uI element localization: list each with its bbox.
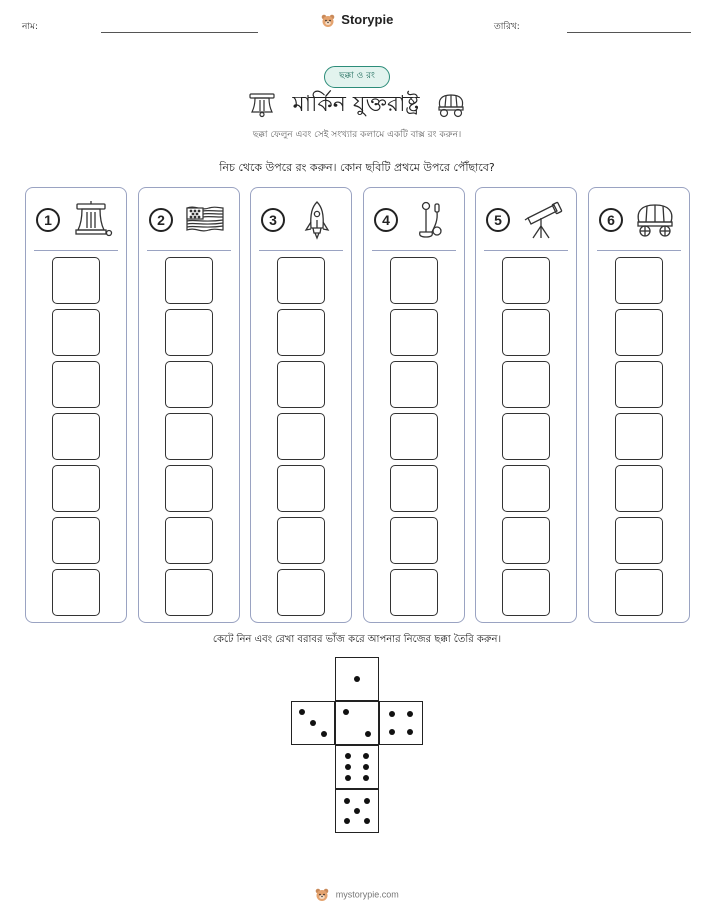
color-box-5-1[interactable]: [502, 257, 550, 304]
color-box-3-2[interactable]: [277, 309, 325, 356]
color-box-2-6[interactable]: [165, 517, 213, 564]
color-box-2-1[interactable]: [165, 257, 213, 304]
dice-pip: [363, 753, 369, 759]
dice-pip: [407, 711, 413, 717]
color-box-6-1[interactable]: [615, 257, 663, 304]
instruction-text: নিচ থেকে উপরে রং করুন। কোন ছবিটি প্রথমে উপরে পৌঁছাবে?: [219, 161, 495, 174]
covered-wagon-icon: [633, 200, 677, 240]
column-number: 4: [374, 208, 398, 232]
color-box-2-7[interactable]: [165, 569, 213, 616]
color-box-3-7[interactable]: [277, 569, 325, 616]
dice-pip: [344, 798, 350, 804]
color-box-1-1[interactable]: [52, 257, 100, 304]
candlestick-telephone-icon: [408, 200, 452, 240]
column-divider: [147, 250, 231, 251]
telescope-icon: [520, 200, 564, 240]
color-box-4-3[interactable]: [390, 361, 438, 408]
color-box-1-2[interactable]: [52, 309, 100, 356]
color-box-2-5[interactable]: [165, 465, 213, 512]
color-box-4-4[interactable]: [390, 413, 438, 460]
column-divider: [372, 250, 456, 251]
dice-face-4: [379, 701, 423, 745]
column-number: 5: [486, 208, 510, 232]
dice-pip: [345, 775, 351, 781]
name-label: নাম:: [22, 22, 39, 32]
column-divider: [597, 250, 681, 251]
color-box-5-7[interactable]: [502, 569, 550, 616]
column-2: [138, 187, 240, 623]
dice-pip: [407, 729, 413, 735]
covered-wagon-icon: [435, 92, 467, 118]
dice-pip: [389, 711, 395, 717]
color-box-3-6[interactable]: [277, 517, 325, 564]
date-label: তারিখ:: [494, 22, 520, 32]
color-box-1-6[interactable]: [52, 517, 100, 564]
color-box-3-4[interactable]: [277, 413, 325, 460]
dice-pip: [389, 729, 395, 735]
rocket-icon: [295, 200, 339, 240]
color-box-4-2[interactable]: [390, 309, 438, 356]
title-row: [0, 88, 714, 122]
liberty-bell-icon: [247, 92, 277, 118]
color-box-2-3[interactable]: [165, 361, 213, 408]
dice-pip: [343, 709, 349, 715]
dice-pip: [299, 709, 305, 715]
color-box-6-2[interactable]: [615, 309, 663, 356]
category-badge: ছক্কা ও রং: [324, 66, 390, 88]
dice-face-2: [335, 701, 379, 745]
color-box-4-5[interactable]: [390, 465, 438, 512]
column-3: [250, 187, 352, 623]
color-box-3-3[interactable]: [277, 361, 325, 408]
column-divider: [484, 250, 568, 251]
dice-pip: [354, 676, 360, 682]
color-box-1-4[interactable]: [52, 413, 100, 460]
color-box-6-7[interactable]: [615, 569, 663, 616]
dice-pip: [363, 775, 369, 781]
color-box-5-5[interactable]: [502, 465, 550, 512]
color-box-2-4[interactable]: [165, 413, 213, 460]
dice-pip: [365, 731, 371, 737]
color-box-6-3[interactable]: [615, 361, 663, 408]
footer-url[interactable]: mystorypie.com: [335, 889, 399, 900]
color-box-3-5[interactable]: [277, 465, 325, 512]
dice-face-1: [335, 657, 379, 701]
dice-face-6: [335, 745, 379, 789]
subtitle: ছক্কা ফেলুন এবং সেই সংখ্যার কলামে একটি বাক্স রং করুন।: [252, 130, 462, 140]
color-box-5-4[interactable]: [502, 413, 550, 460]
column-number: 1: [36, 208, 60, 232]
color-box-4-1[interactable]: [390, 257, 438, 304]
column-number: 6: [599, 208, 623, 232]
date-line[interactable]: [567, 32, 691, 33]
color-box-6-4[interactable]: [615, 413, 663, 460]
brand-logo: [0, 12, 714, 28]
dice-pip: [310, 720, 316, 726]
bear-mascot-icon: [321, 14, 335, 28]
color-box-4-7[interactable]: [390, 569, 438, 616]
dice-pip: [364, 818, 370, 824]
column-divider: [34, 250, 118, 251]
color-box-6-6[interactable]: [615, 517, 663, 564]
color-box-6-5[interactable]: [615, 465, 663, 512]
dice-pip: [363, 764, 369, 770]
dice-face-5: [335, 789, 379, 833]
column-5: [475, 187, 577, 623]
color-box-2-2[interactable]: [165, 309, 213, 356]
column-number: 2: [149, 208, 173, 232]
page-title: মার্কিন যুক্তরাষ্ট্র: [292, 92, 420, 117]
dice-pip: [345, 753, 351, 759]
dice-pip: [354, 808, 360, 814]
color-box-1-3[interactable]: [52, 361, 100, 408]
dice-pip: [345, 764, 351, 770]
column-6: [588, 187, 690, 623]
brand-name: Storypie: [341, 12, 394, 27]
column-number: 3: [261, 208, 285, 232]
column-1: [25, 187, 127, 623]
color-box-1-5[interactable]: [52, 465, 100, 512]
name-line[interactable]: [101, 32, 258, 33]
dice-pip: [321, 731, 327, 737]
dice-pip: [344, 818, 350, 824]
column-4: [363, 187, 465, 623]
cut-instruction: কেটে নিন এবং রেখা বরাবর ভাঁজ করে আপনার নিজের ছক্কা তৈরি করুন।: [212, 634, 502, 645]
color-box-5-6[interactable]: [502, 517, 550, 564]
color-box-1-7[interactable]: [52, 569, 100, 616]
column-divider: [259, 250, 343, 251]
bear-mascot-icon: [315, 888, 329, 902]
color-box-3-1[interactable]: [277, 257, 325, 304]
footer: [0, 888, 714, 902]
dice-face-3: [291, 701, 335, 745]
liberty-bell-icon: [70, 200, 114, 240]
color-box-5-3[interactable]: [502, 361, 550, 408]
color-box-4-6[interactable]: [390, 517, 438, 564]
dice-pip: [364, 798, 370, 804]
us-flag-icon: [183, 200, 227, 240]
color-box-5-2[interactable]: [502, 309, 550, 356]
